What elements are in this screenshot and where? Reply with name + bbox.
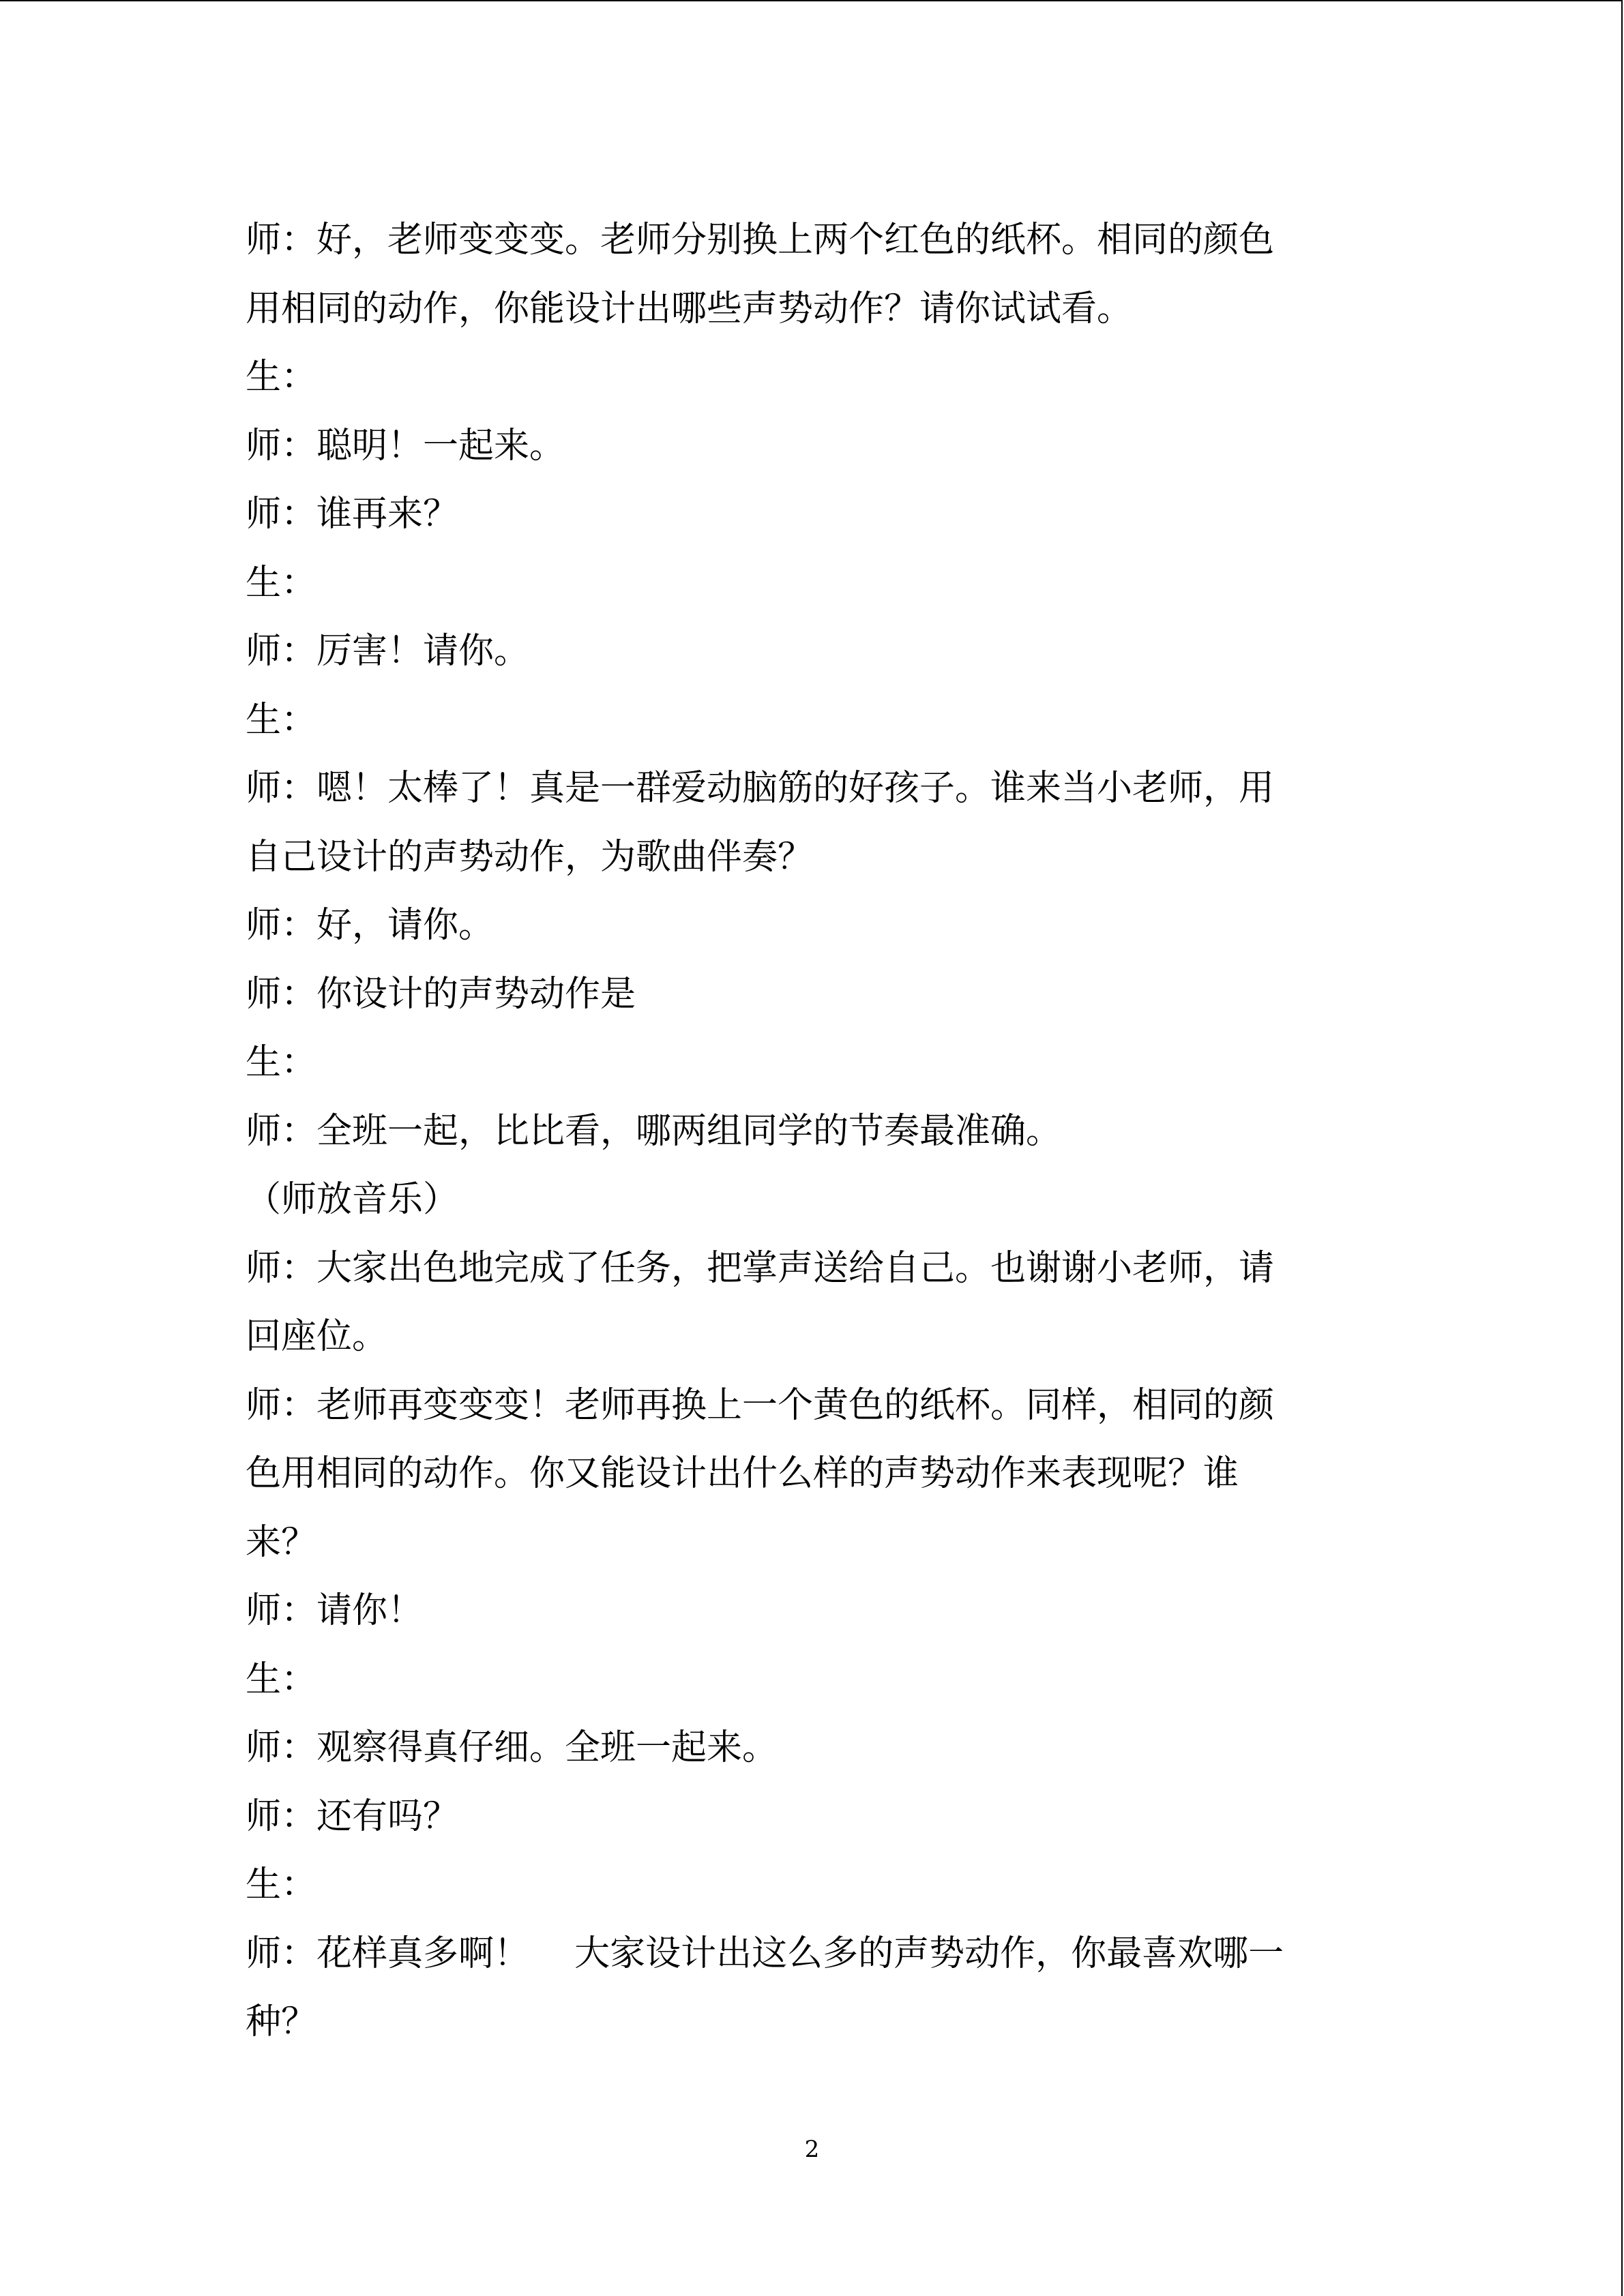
- text-line: 生：: [246, 1042, 317, 1083]
- text-line: 师：请你！: [246, 1590, 424, 1631]
- text-line: 师：观察得真仔细。全班一起来。: [246, 1727, 778, 1768]
- text-line: 生：: [246, 562, 317, 603]
- text-line: 师：花样真多啊！ 大家设计出这么多的声势动作，你最喜欢哪一: [246, 1933, 1284, 1974]
- text-line: 色用相同的动作。你又能设计出什么样的声势动作来表现呢？谁: [246, 1453, 1239, 1494]
- text-line: （师放音乐）: [246, 1179, 459, 1220]
- text-line: 师：好，请你。: [246, 905, 494, 946]
- text-line: 生：: [246, 699, 317, 741]
- text-line: 生：: [246, 1864, 317, 1905]
- text-line: 师：厉害！请你。: [246, 631, 530, 672]
- text-line: 来？: [246, 1521, 317, 1563]
- page-number: 2: [804, 2136, 820, 2163]
- text-line: 师：你设计的声势动作是: [246, 973, 636, 1015]
- text-line: 种？: [246, 2001, 317, 2042]
- text-line: 师：谁再来？: [246, 494, 459, 535]
- text-line: 师：老师再变变变！老师再换上一个黄色的纸杯。同样，相同的颜: [246, 1384, 1275, 1426]
- text-line: 师：大家出色地完成了任务，把掌声送给自己。也谢谢小老师，请: [246, 1247, 1275, 1289]
- text-line: 师：嗯！太棒了！真是一群爱动脑筋的好孩子。谁来当小老师，用: [246, 768, 1275, 809]
- text-line: 师：聪明！一起来。: [246, 425, 565, 466]
- text-line: 师：好，老师变变变。老师分别换上两个红色的纸杯。相同的颜色: [246, 220, 1275, 260]
- text-line: 用相同的动作，你能设计出哪些声势动作？请你试试看。: [246, 288, 1133, 329]
- text-line: 生：: [246, 1658, 317, 1700]
- document-body: [246, 206, 1391, 2057]
- text-line: 自己设计的声势动作，为歌曲伴奏？: [246, 836, 814, 878]
- text-line: 回座位。: [246, 1316, 388, 1357]
- text-line: 生：: [246, 357, 317, 398]
- text-line: 师：还有吗？: [246, 1795, 459, 1837]
- text-line: 师：全班一起，比比看，哪两组同学的节奏最准确。: [246, 1110, 1062, 1152]
